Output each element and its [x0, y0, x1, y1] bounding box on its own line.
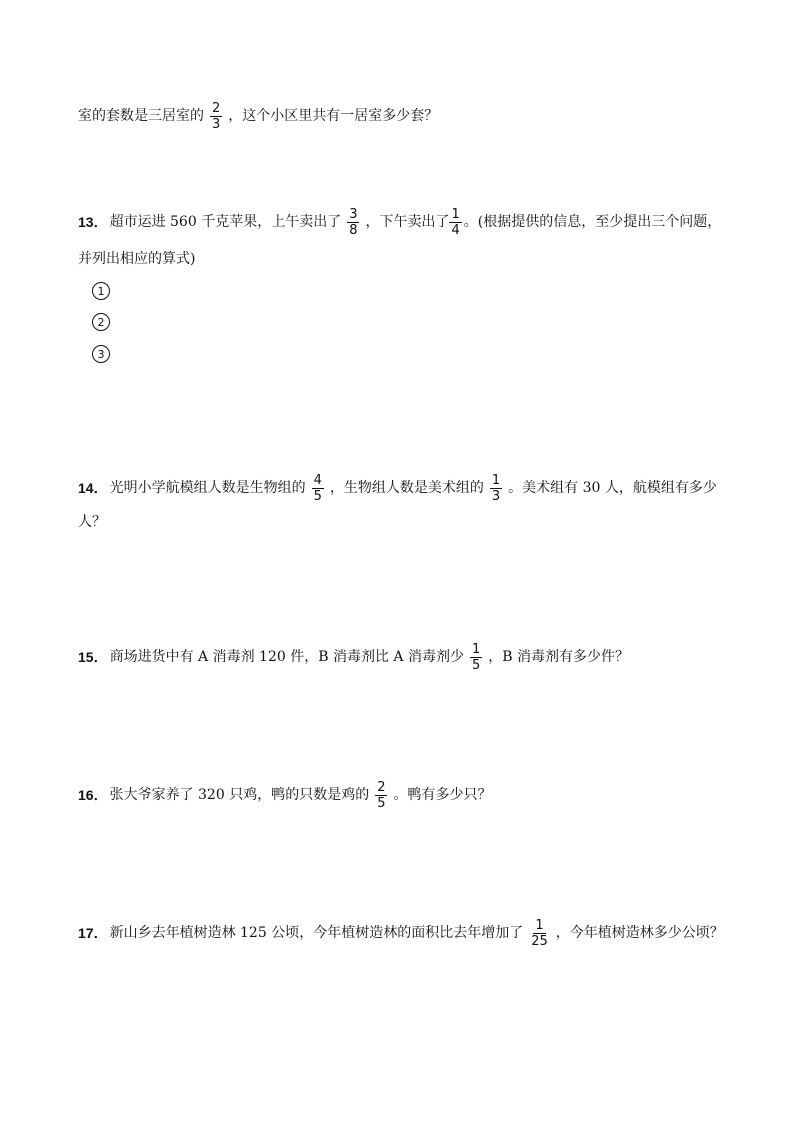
q15-text-1: 商场进货中有 A 消毒剂 120 件，B 消毒剂比 A 消毒剂少 [109, 649, 464, 665]
question-17-number: 17． [78, 925, 108, 941]
q17-text-1: 新山乡去年植树造林 125 公顷，今年植树造林的面积比去年增加了 [109, 925, 524, 941]
question-15-number: 15． [78, 649, 108, 665]
q13-fraction-2 [449, 208, 461, 237]
fraction-numerator: 2 [377, 779, 386, 795]
fraction-numerator: 1 [491, 472, 501, 488]
q14-fraction-2 [490, 474, 502, 503]
q14-line-2-text: 人？ [78, 514, 106, 530]
answer-item-2: 2 [92, 313, 110, 331]
q12-text-after: ，这个小区里共有一居室多少套？ [228, 108, 439, 124]
fraction-denominator: 8 [349, 222, 358, 238]
q13-text-2: ，下午卖出了 [365, 214, 450, 230]
question-12-tail [78, 101, 438, 131]
fraction-denominator: 3 [212, 116, 221, 132]
q15-fraction-1 [470, 643, 482, 672]
fraction-numerator: 1 [471, 641, 481, 657]
fraction-numerator: 4 [313, 472, 322, 488]
q14-fraction-1 [312, 474, 324, 503]
answer-item-1: 1 [92, 282, 110, 300]
q12-text-before: 室的套数是三居室的 [78, 108, 204, 124]
question-13-line-2 [78, 244, 195, 274]
q13-fraction-1 [347, 208, 359, 237]
fraction-denominator: 5 [313, 488, 322, 504]
q13-line-2-text: 并列出相应的算式) [78, 251, 196, 267]
question-14-line-2 [78, 507, 106, 537]
q17-fraction-1 [529, 919, 550, 948]
fraction-denominator: 3 [491, 488, 501, 504]
fraction-denominator: 5 [377, 795, 386, 811]
question-15 [78, 642, 629, 672]
q14-text-2: ，生物组人数是美术组的 [329, 480, 484, 496]
q12-fraction [210, 102, 222, 131]
q16-fraction-1 [375, 781, 387, 810]
q17-text-2: ，今年植树造林多少公顷？ [555, 925, 724, 941]
q13-text-1: 超市运进 560 千克苹果，上午卖出了 [109, 214, 342, 230]
fraction-numerator: 1 [535, 917, 544, 933]
fraction-numerator: 2 [212, 100, 221, 116]
fraction-numerator: 3 [349, 206, 358, 222]
q15-text-2: ，B 消毒剂有多少件？ [488, 649, 629, 665]
question-14-number: 14． [78, 480, 108, 496]
fraction-denominator: 25 [531, 933, 548, 949]
answer-item-3: 3 [92, 345, 110, 363]
q14-text-3: 。美术组有 30 人，航模组有多少 [508, 480, 717, 496]
q16-text-1: 张大爷家养了 320 只鸡，鸭的只数是鸡的 [109, 787, 370, 803]
question-14-line-1 [78, 473, 717, 503]
q14-text-1: 光明小学航模组人数是生物组的 [109, 480, 306, 496]
question-16-number: 16． [78, 787, 108, 803]
question-16 [78, 780, 491, 810]
fraction-denominator: 4 [451, 222, 460, 238]
question-17 [78, 918, 724, 948]
q16-text-2: 。鸭有多少只？ [393, 787, 492, 803]
question-13-number: 13． [78, 214, 108, 230]
fraction-denominator: 5 [471, 657, 481, 673]
q13-text-3: 。(根据提供的信息，至少提出三个问题， [463, 214, 722, 230]
fraction-numerator: 1 [451, 206, 460, 222]
question-13-line-1 [78, 207, 721, 237]
